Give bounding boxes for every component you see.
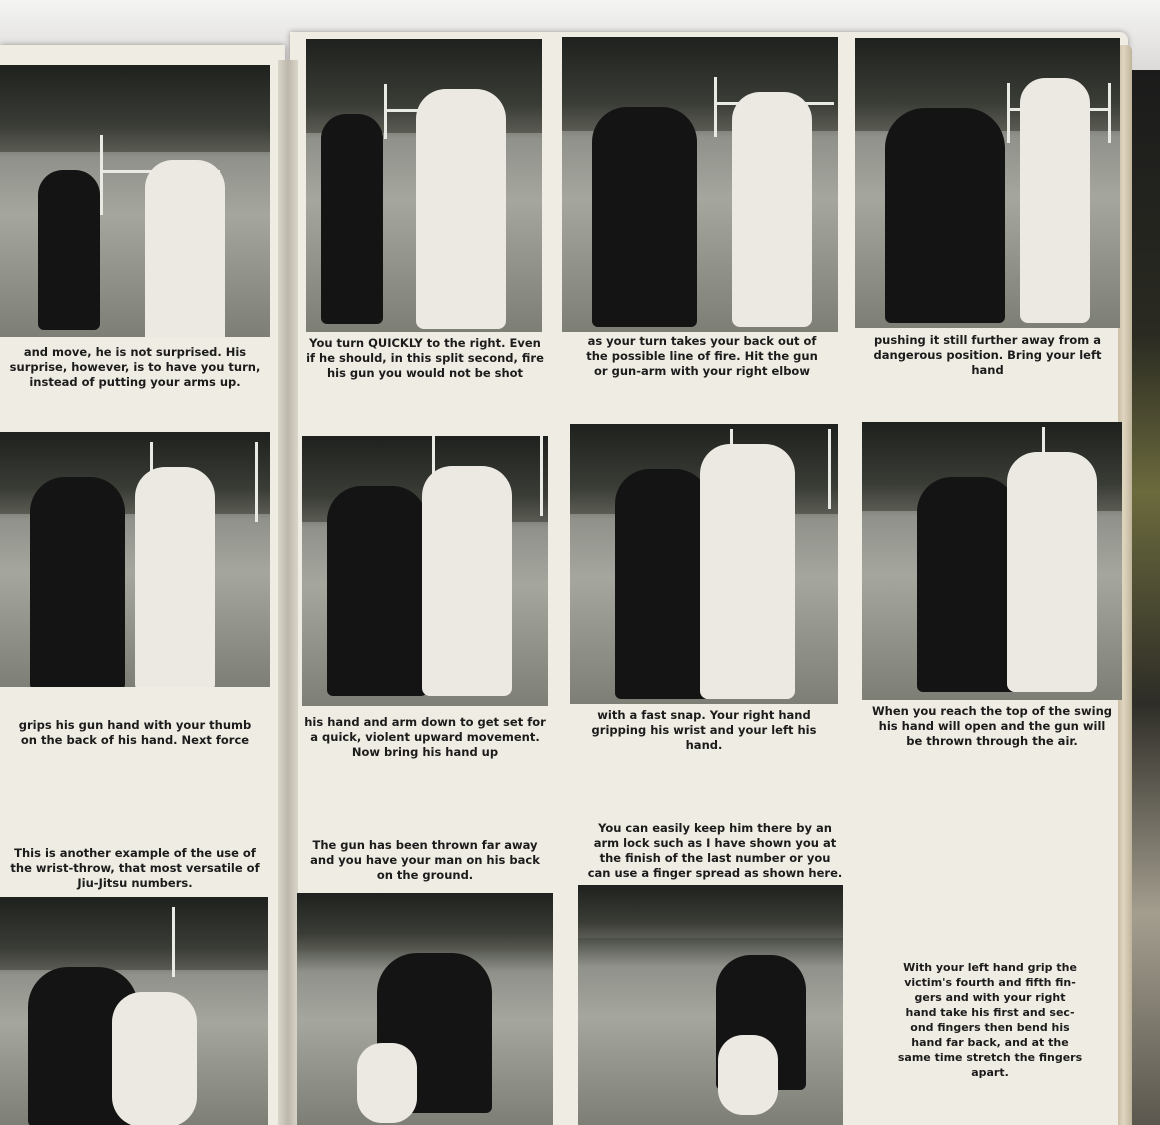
caption-left-2: grips his gun hand with your thumb on the back of his hand. Next force [18, 718, 252, 747]
background-object [1132, 70, 1160, 1125]
caption-r3c1: The gun has been thrown far away and you have your man on his back on the ground. [310, 838, 540, 882]
photo-r2c3 [862, 422, 1122, 700]
photo-r3c2 [578, 885, 843, 1125]
photo-r2c1 [302, 436, 548, 706]
caption-r2c1: his hand and arm down to get set for a quick, violent upward movement. Now bring his hand up [304, 715, 546, 759]
caption-r1c2: as your turn takes your back out of the possible line of fire. Hit the gun or gun-arm with your right elbow [586, 334, 818, 378]
photo-r1c2 [562, 37, 838, 332]
caption-r2c2: with a fast snap. Your right hand gripping his wrist and your left his hand. [591, 708, 817, 752]
caption-r3c3: With your left hand grip the victim's fourth and fifth fin- gers and with your right hand take his first and sec- ond fingers then bend his hand far back, and at the same time stretch the fingers apart. [897, 961, 1083, 1079]
photo-r1c3 [855, 38, 1120, 328]
caption-r1c3: pushing it still further away from a dangerous position. Bring your left hand [873, 333, 1102, 377]
caption-left-1: and move, he is not surprised. His surprise, however, is to have you turn, instead of putting your arms up. [9, 345, 261, 389]
book-gutter [278, 60, 298, 1125]
left-photo-1 [0, 65, 270, 337]
caption-r3c2: You can easily keep him there by an arm lock such as I have shown you at the finish of the last number or you can use a finger spread as shown here. [587, 821, 843, 880]
caption-r1c1: You turn QUICKLY to the right. Even if he should, in this split second, fire his gun you would not be shot [306, 336, 544, 380]
left-photo-2 [0, 432, 270, 687]
photo-r3c1 [297, 893, 553, 1125]
caption-left-3: This is another example of the use of the wrist-throw, that most versatile of Jiu-Jitsu numbers. [10, 846, 260, 890]
caption-r2c3: When you reach the top of the swing his hand will open and the gun will be thrown through the air. [871, 704, 1113, 748]
photo-r2c2 [570, 424, 838, 704]
left-photo-3 [0, 897, 268, 1125]
photo-r1c1 [306, 39, 542, 332]
